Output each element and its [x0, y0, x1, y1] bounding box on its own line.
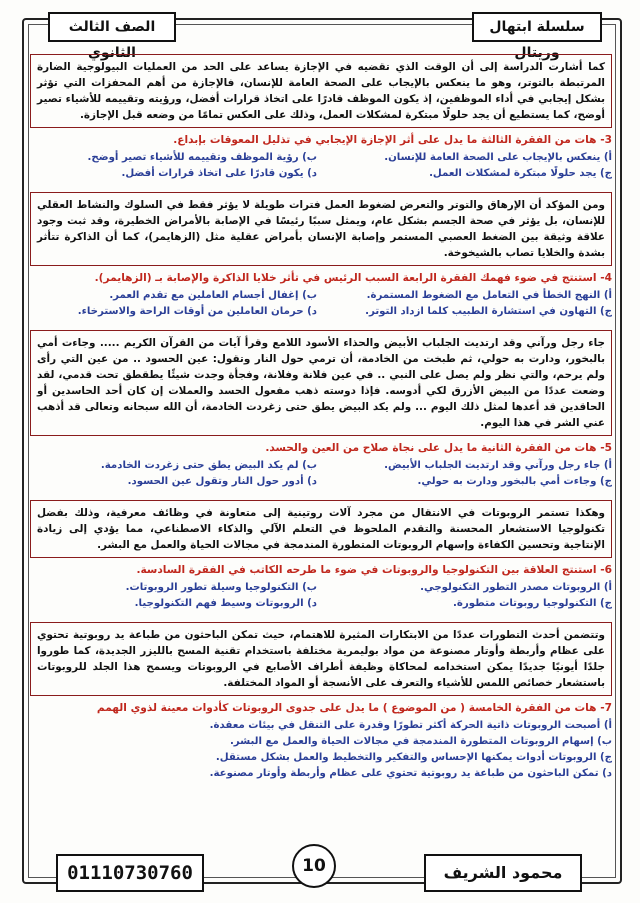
phone-box: [56, 854, 204, 892]
answer-option[interactable]: أ) جاء رجل ورآني وقد ارتديت الجلباب الأبيض.: [384, 460, 612, 471]
reading-passage: ومن المؤكد أن الإرهاق والتوتر والتعرض لضغوط العمل فترات طويلة لا يؤثر فقط في السلوك والنشاط العقلي للإنسان، بل يؤثر في صحة الجسم بشكل عام، ويمثل سببًا رئيسًا في الإصابة بالأمراض الخطيرة، وقد ثبت وجود علاقة وثيقة بين الضغط العصبي المستمر وإصابة الإنسان بأمراض عقلية مثل (الزهايمر)، كما أن الذاكرة تتأثر بشدة والخلايا تصاب بالشيخوخة.: [30, 192, 612, 266]
grade-label-box: [48, 12, 176, 61]
answer-option[interactable]: د) يكون قادرًا على اتخاذ قرارات أفضل.: [121, 168, 317, 179]
question: [30, 562, 612, 578]
phone-number: 01110730760: [67, 862, 193, 884]
answer-option[interactable]: د) تمكن الباحثون من طباعة يد روبوتية تحتوي على عظام وأربطة وأوتار مصنوعة.: [209, 768, 612, 779]
answer-option[interactable]: د) أدور حول النار وتقول عين الحسود.: [127, 476, 317, 487]
answer-option[interactable]: ج) التكنولوجيا روبوتات متطورة.: [453, 598, 612, 609]
author-name: محمود الشريف: [443, 863, 563, 882]
answer-option[interactable]: ج) الروبوتات أدوات يمكنها الإحساس والتفكير والتخطيط والعمل بشكل مستقل.: [215, 752, 612, 763]
answer-option[interactable]: أ) الروبوتات مصدر التطور التكنولوجي.: [420, 582, 612, 593]
answer-option[interactable]: أ) ينعكس بالإيجاب على الصحة العامة للإنسان.: [384, 152, 612, 163]
reading-passage: كما أشارت الدراسة إلى أن الوقت الذي تقضيه في الإجازة يساعد على الحد من العمليات البيولوجية الضارة المرتبطة بالتوتر، وهو ما ينعكس بالإيجاب على الصحة العامة للإنسان، فالإجازة من أهم المحفزات التي تؤثر بشكل إيجابي في أداء الموظفين، إذ يكون الموظف قادرًا على اتخاذ قرارات أفضل، ورؤيته وتقييمه للأشياء تصير أوضح، كما يستطيع أن يجد حلولًا مبتكرة لمشكلات العمل، وذلك على العكس تمامًا من وضعه قبل الإجازة.: [30, 54, 612, 128]
question-text: استنتج العلاقة بين التكنولوجيا والروبوتات في ضوء ما طرحه الكاتب في الفقرة السادسة.: [136, 564, 597, 576]
answer-option[interactable]: د) حرمان العاملين من أوقات الراحة والاسترخاء.: [77, 306, 317, 317]
page-number-circle: [292, 844, 336, 888]
question-text: هات من الفقرة الخامسة ( من الموضوع ) ما يدل على جدوى الروبوتات كأدوات معينة لذوي الهمم: [96, 702, 597, 714]
answer-option[interactable]: ب) إغفال أجسام العاملين مع تقدم العمر.: [109, 290, 317, 301]
question-number: 4-: [600, 272, 612, 284]
reading-passage: وهكذا تستمر الروبوتات في الانتقال من مجرد آلات روتينية إلى متعاونة في وظائف معرفية، وذلك بفضل تكنولوجيا الاستشعار المحسنة والتقدم الملحوظ في التعلم الآلي والذكاء الاصطناعي، مما يؤدي إلى زيادة الإنتاجية وتحسين الكفاءة وإسهام الروبوتات المتطورة المندمجة في مجالات الحياة والعمل مع البشر.: [30, 500, 612, 558]
answer-option[interactable]: ب) رؤية الموظف وتقييمه للأشياء تصير أوضح.: [87, 152, 317, 163]
series-title-box: [472, 12, 602, 61]
answer-options: [30, 150, 612, 182]
question-number: 7-: [600, 702, 612, 714]
answer-option[interactable]: ج) التهاون في استشارة الطبيب كلما ازداد التوتر.: [365, 306, 612, 317]
page-number: 10: [302, 856, 326, 876]
author-box: [424, 854, 582, 892]
worksheet-content: [30, 54, 612, 792]
question: [30, 270, 612, 286]
question-number: 5-: [600, 442, 612, 454]
answer-options: [30, 458, 612, 490]
question: [30, 700, 612, 716]
question-number: 6-: [600, 564, 612, 576]
answer-option[interactable]: ج) يجد حلولًا مبتكرة لمشكلات العمل.: [429, 168, 612, 179]
answer-option[interactable]: ب) إسهام الروبوتات المتطورة المندمجة في مجالات الحياة والعمل مع البشر.: [229, 736, 612, 747]
reading-passage: جاء رجل ورآني وقد ارتديت الجلباب الأبيض والحذاء الأسود اللامع وقرأ آيات من القرآن الكريم ..... وجاءت أمي بالبخور، ودارت به حولي، ثم طبخت من الخادمة، أن ترمي حول النار وتقول: عين الحسود .. من عين التي رأى ولم يرحم، والتي نظر ولم يصل على النبي .. في عين فلانة وفلانة، وفجأة وجدت شيئًا يطقطق تحت قدمي، لقد وضعت عددًا من البيض الأزرق لكي أدوسه. فإذا دوسته ذهب مفعول الحسد والعملات إن كان أحد الحاسدين أو الحاقدين قد أعدها لمثل ذلك اليوم ... ولم يكد البيض يطق حتى زغردت الخادمة، أن الله سبحانه وتعالى قد أذهب عني الشر في هذا اليوم.: [30, 330, 612, 436]
answer-option[interactable]: ج) وجاءت أمي بالبخور ودارت به حولي.: [417, 476, 612, 487]
series-title: سلسلة ابتهال وريتال: [489, 19, 585, 61]
answer-option[interactable]: أ) النهج الخطأ في التعامل مع الضغوط المستمرة.: [366, 290, 612, 301]
answer-options: [30, 718, 612, 782]
question-text: هات من الفقرة الثالثة ما يدل على أثر الإجازة الإيجابي في تذليل المعوقات بإبداع.: [173, 134, 597, 146]
answer-options: [30, 580, 612, 612]
grade-label: الصف الثالث الثانوي: [68, 19, 156, 61]
question-text: استنتج في ضوء فهمك الفقرة الرابعة السبب الرئيس في تأثر خلايا الذاكرة والإصابة بـ (الزهايمر).: [94, 272, 597, 284]
answer-option[interactable]: أ) أصبحت الروبوتات ذاتية الحركة أكثر تطورًا وقدرة على التنقل في بيئات معقدة.: [209, 720, 612, 731]
question-number: 3-: [600, 134, 612, 146]
answer-option[interactable]: ب) لم يكد البيض يطق حتى زغردت الخادمة.: [100, 460, 317, 471]
reading-passage: وتتضمن أحدث التطورات عددًا من الابتكارات المثيرة للاهتمام، حيث تمكن الباحثون من طباعة يد روبوتية تحتوي على عظام وأربطة وأوتار مصنوعة من مواد بوليمرية مختلفة باستخدام تقنية المسح بالليزر الجديدة، كما طوروا جلدًا أيونيًا جديدًا يمكن استخدامه لمحاكاة وظيفة أطراف الأصابع في الروبوتات ويسمح هذا الجلد للروبوتات باستشعار خصائص اللمس للأشياء والتعرف على الأنسجة أو المواد المختلفة.: [30, 622, 612, 696]
answer-option[interactable]: د) الروبوتات وسيط فهم التكنولوجيا.: [134, 598, 317, 609]
question-text: هات من الفقرة الثانية ما يدل على نجاة صلاح من العين والحسد.: [265, 442, 597, 454]
question: [30, 132, 612, 148]
answer-options: [30, 288, 612, 320]
question: [30, 440, 612, 456]
answer-option[interactable]: ب) التكنولوجيا وسيلة تطور الروبوتات.: [125, 582, 317, 593]
